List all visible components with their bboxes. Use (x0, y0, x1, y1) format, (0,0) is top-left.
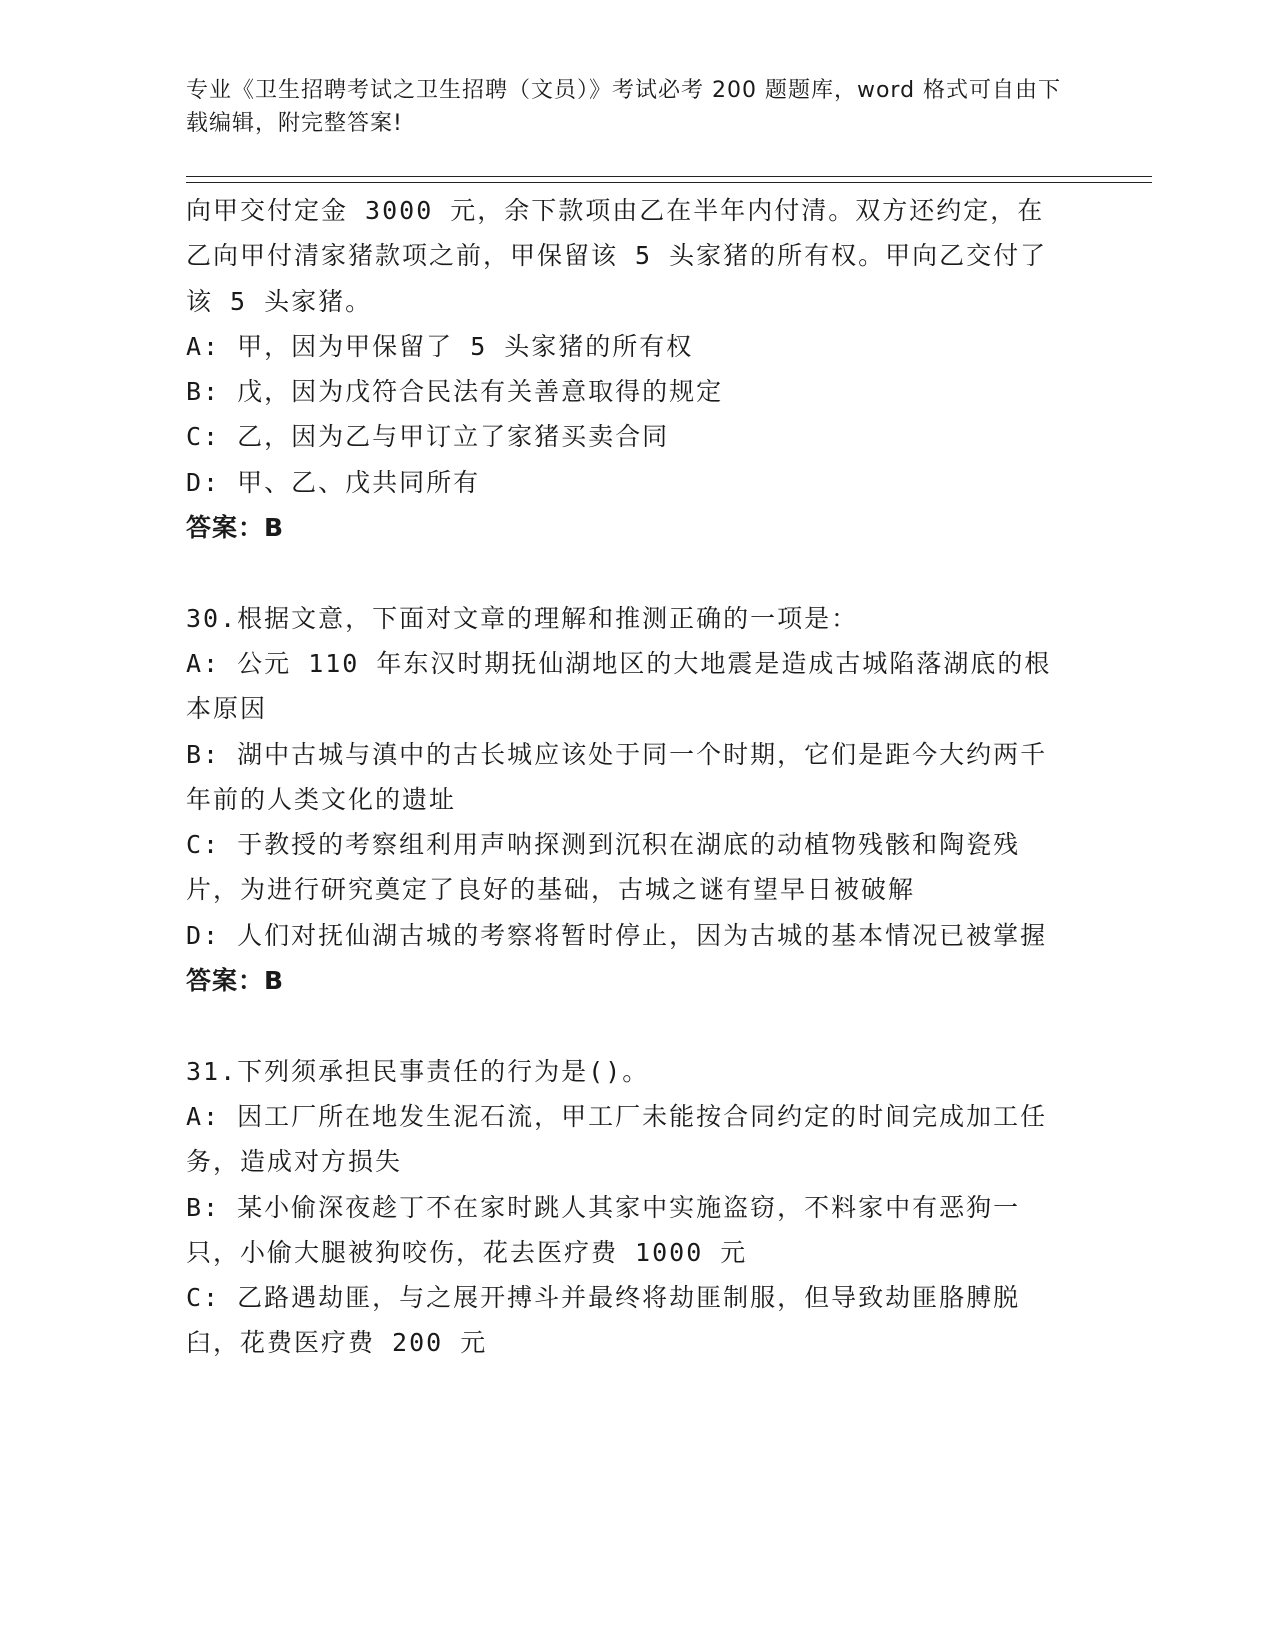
option-d: D: 人们对抚仙湖古城的考察将暂时停止，因为古城的基本情况已被掌握 (186, 920, 1048, 950)
spacer (186, 1003, 1066, 1048)
header-rule-bottom (186, 182, 1152, 183)
header-rule-top (186, 176, 1152, 177)
question-29 (186, 188, 1066, 550)
option-a: A: 公元 110 年东汉时期抚仙湖地区的大地震是造成古城陷落湖底的根本原因 (186, 648, 1052, 724)
answer: 答案：B (186, 966, 285, 996)
option-a: A: 甲，因为甲保留了 5 头家猪的所有权 (186, 331, 694, 361)
question-stem: 30.根据文意，下面对文章的理解和推测正确的一项是： (186, 603, 859, 633)
question-30 (186, 596, 1066, 1004)
option-b: B: 湖中古城与滇中的古长城应该处于同一个时期，它们是距今大约两千年前的人类文化的遗址 (186, 739, 1048, 814)
option-d: D: 甲、乙、戊共同所有 (186, 467, 481, 497)
option-c: C: 乙路遇劫匪，与之展开搏斗并最终将劫匪制服，但导致劫匪胳膊脱臼，花费医疗费 200 元 (186, 1283, 1021, 1358)
option-b: B: 戊，因为戊符合民法有关善意取得的规定 (186, 377, 724, 407)
answer: 答案：B (186, 513, 285, 543)
option-c: C: 于教授的考察组利用声呐探测到沉积在湖底的动植物残骸和陶瓷残片，为进行研究奠定了良好的基础，古城之谜有望早日被破解 (186, 830, 1021, 905)
question-stem: 31.下列须承担民事责任的行为是()。 (186, 1056, 650, 1086)
question-stem: 向甲交付定金 3000 元，余下款项由乙在半年内付清。双方还约定，在乙向甲付清家猪款项之前，甲保留该 5 头家猪的所有权。甲向乙交付了该 5 头家猪。 (186, 196, 1048, 316)
option-a: A: 因工厂所在地发生泥石流，甲工厂未能按合同约定的时间完成加工任务，造成对方损失 (186, 1101, 1048, 1177)
question-31 (186, 1049, 1066, 1366)
option-c: C: 乙，因为乙与甲订立了家猪买卖合同 (186, 422, 670, 452)
spacer (186, 550, 1066, 595)
page-header: 专业《卫生招聘考试之卫生招聘（文员）》考试必考 200 题题库，word 格式可自由下载编辑，附完整答案! (186, 78, 1062, 136)
option-b: B: 某小偷深夜趁丁不在家时跳人其家中实施盗窃，不料家中有恶狗一只，小偷大腿被狗咬伤，花去医疗费 1000 元 (186, 1192, 1021, 1267)
document-body (186, 188, 1066, 1366)
